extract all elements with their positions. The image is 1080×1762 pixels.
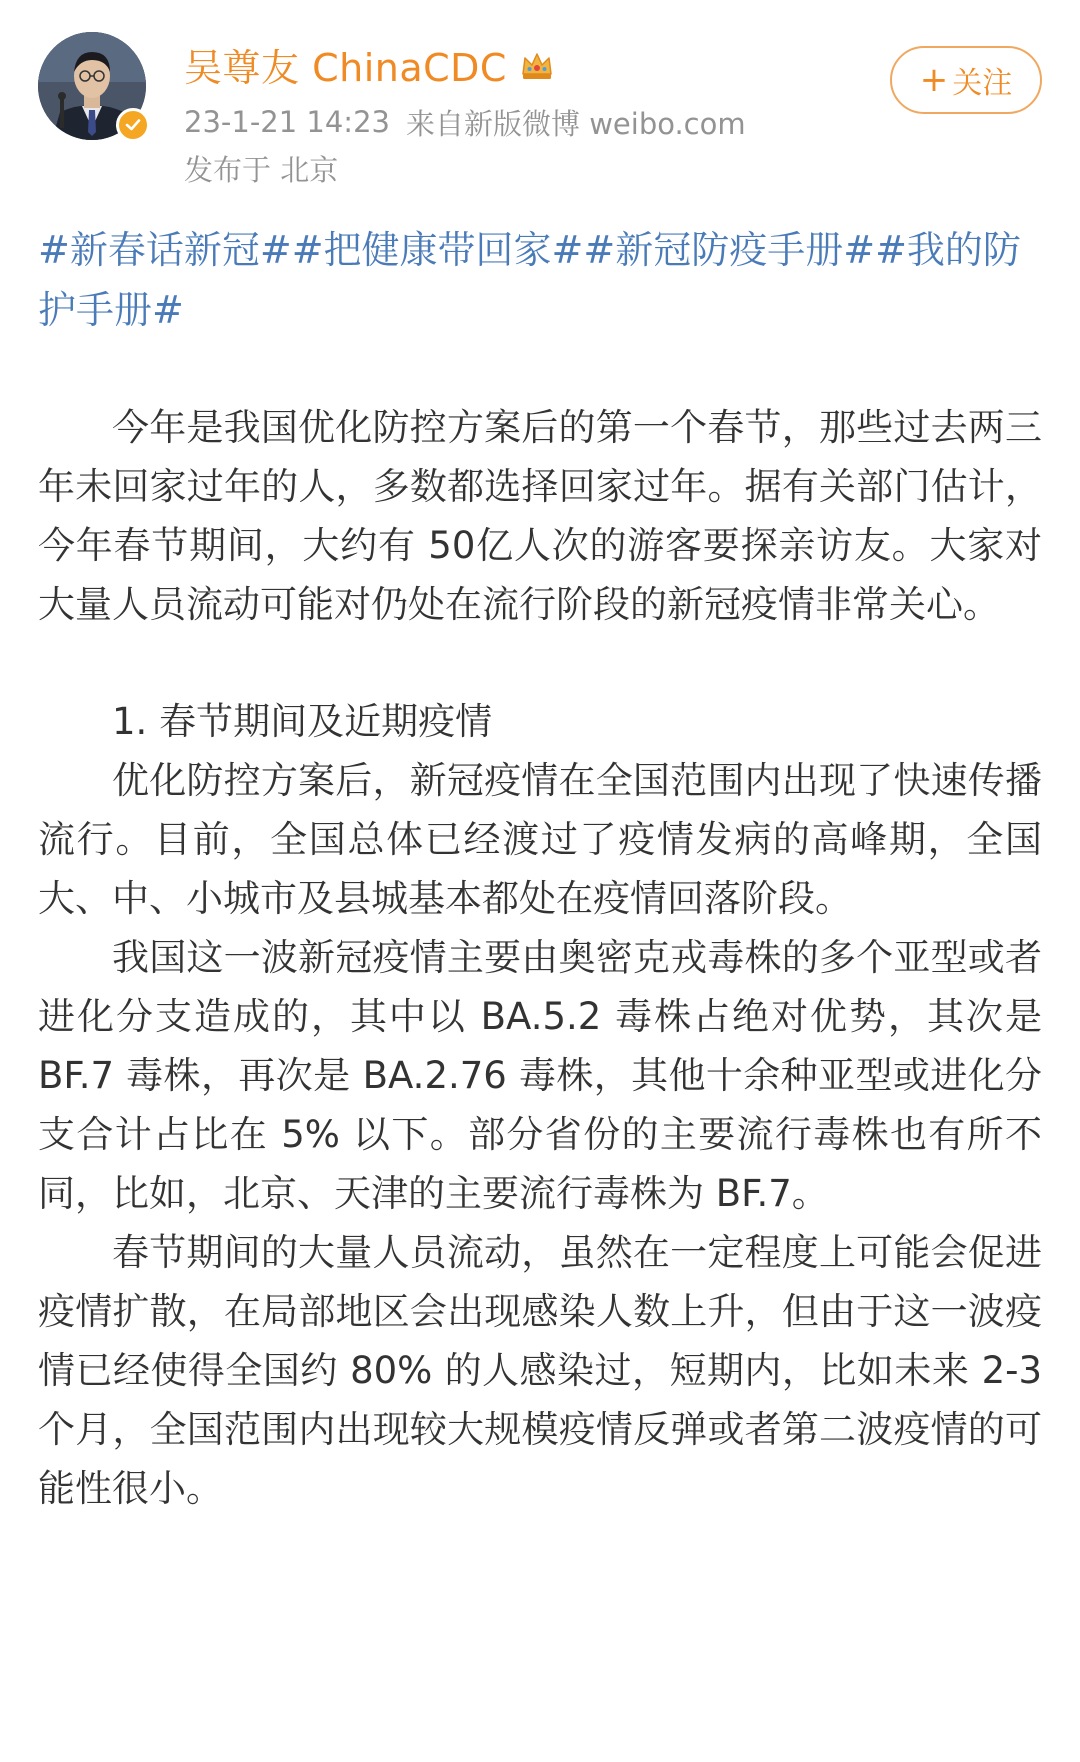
body-paragraph: 我国这一波新冠疫情主要由奥密克戎毒株的多个亚型或者进化分支造成的，其中以 BA.5.2 毒株占绝对优势，其次是 BF.7 毒株，再次是 BA.2.76 毒株，其他十余种亚型或进化分支合计占比在 5% 以下。部分省份的主要流行毒株也有所不同，比如，北京、天津的主要流行毒株为 BF.7。 <box>38 936 1042 1215</box>
hashtag-link[interactable]: #把健康带回家# <box>291 228 584 272</box>
author-name-row <box>184 38 557 90</box>
post-meta <box>184 100 746 144</box>
intro-paragraph: 今年是我国优化防控方案后的第一个春节，那些过去两三年未回家过年的人，多数都选择回家过年。据有关部门估计，今年春节期间，大约有 50亿人次的游客要探亲访友。大家对大量人员流动可能对仍处在流行阶段的新冠疫情非常关心。 <box>38 406 1042 626</box>
body-paragraph: 优化防控方案后，新冠疫情在全国范围内出现了快速传播流行。目前，全国总体已经渡过了疫情发病的高峰期，全国大、中、小城市及县城基本都处在疫情回落阶段。 <box>38 759 1042 920</box>
crown-icon <box>517 44 557 84</box>
follow-button[interactable] <box>890 46 1042 114</box>
hashtag-link[interactable]: #我的防护手册# <box>38 228 1021 332</box>
post-content <box>38 220 1042 1518</box>
hashtag-link[interactable]: #新冠防疫手册# <box>583 228 876 272</box>
post-location: 发布于 北京 <box>184 152 339 187</box>
post-timestamp: 23-1-21 14:23 <box>184 105 390 139</box>
section-title: 1. 春节期间及近期疫情 <box>112 700 493 743</box>
hashtag-list <box>38 220 1042 340</box>
hashtag-link[interactable]: #新春话新冠# <box>38 228 292 272</box>
body-paragraph: 春节期间的大量人员流动，虽然在一定程度上可能会促进疫情扩散，在局部地区会出现感染人数上升，但由于这一波疫情已经使得全国约 80% 的人感染过，短期内，比如未来 2-3 个月，全国范围内出现较大规模疫情反弹或者第二波疫情的可能性很小。 <box>38 1231 1042 1510</box>
author-name[interactable]: 吴尊友 ChinaCDC <box>184 45 507 90</box>
verified-badge-icon <box>116 108 150 142</box>
follow-button-label: 关注 <box>952 66 1013 101</box>
plus-icon: + <box>919 60 949 100</box>
post-header <box>38 32 1042 192</box>
post-source[interactable]: 来自新版微博 weibo.com <box>405 106 746 141</box>
